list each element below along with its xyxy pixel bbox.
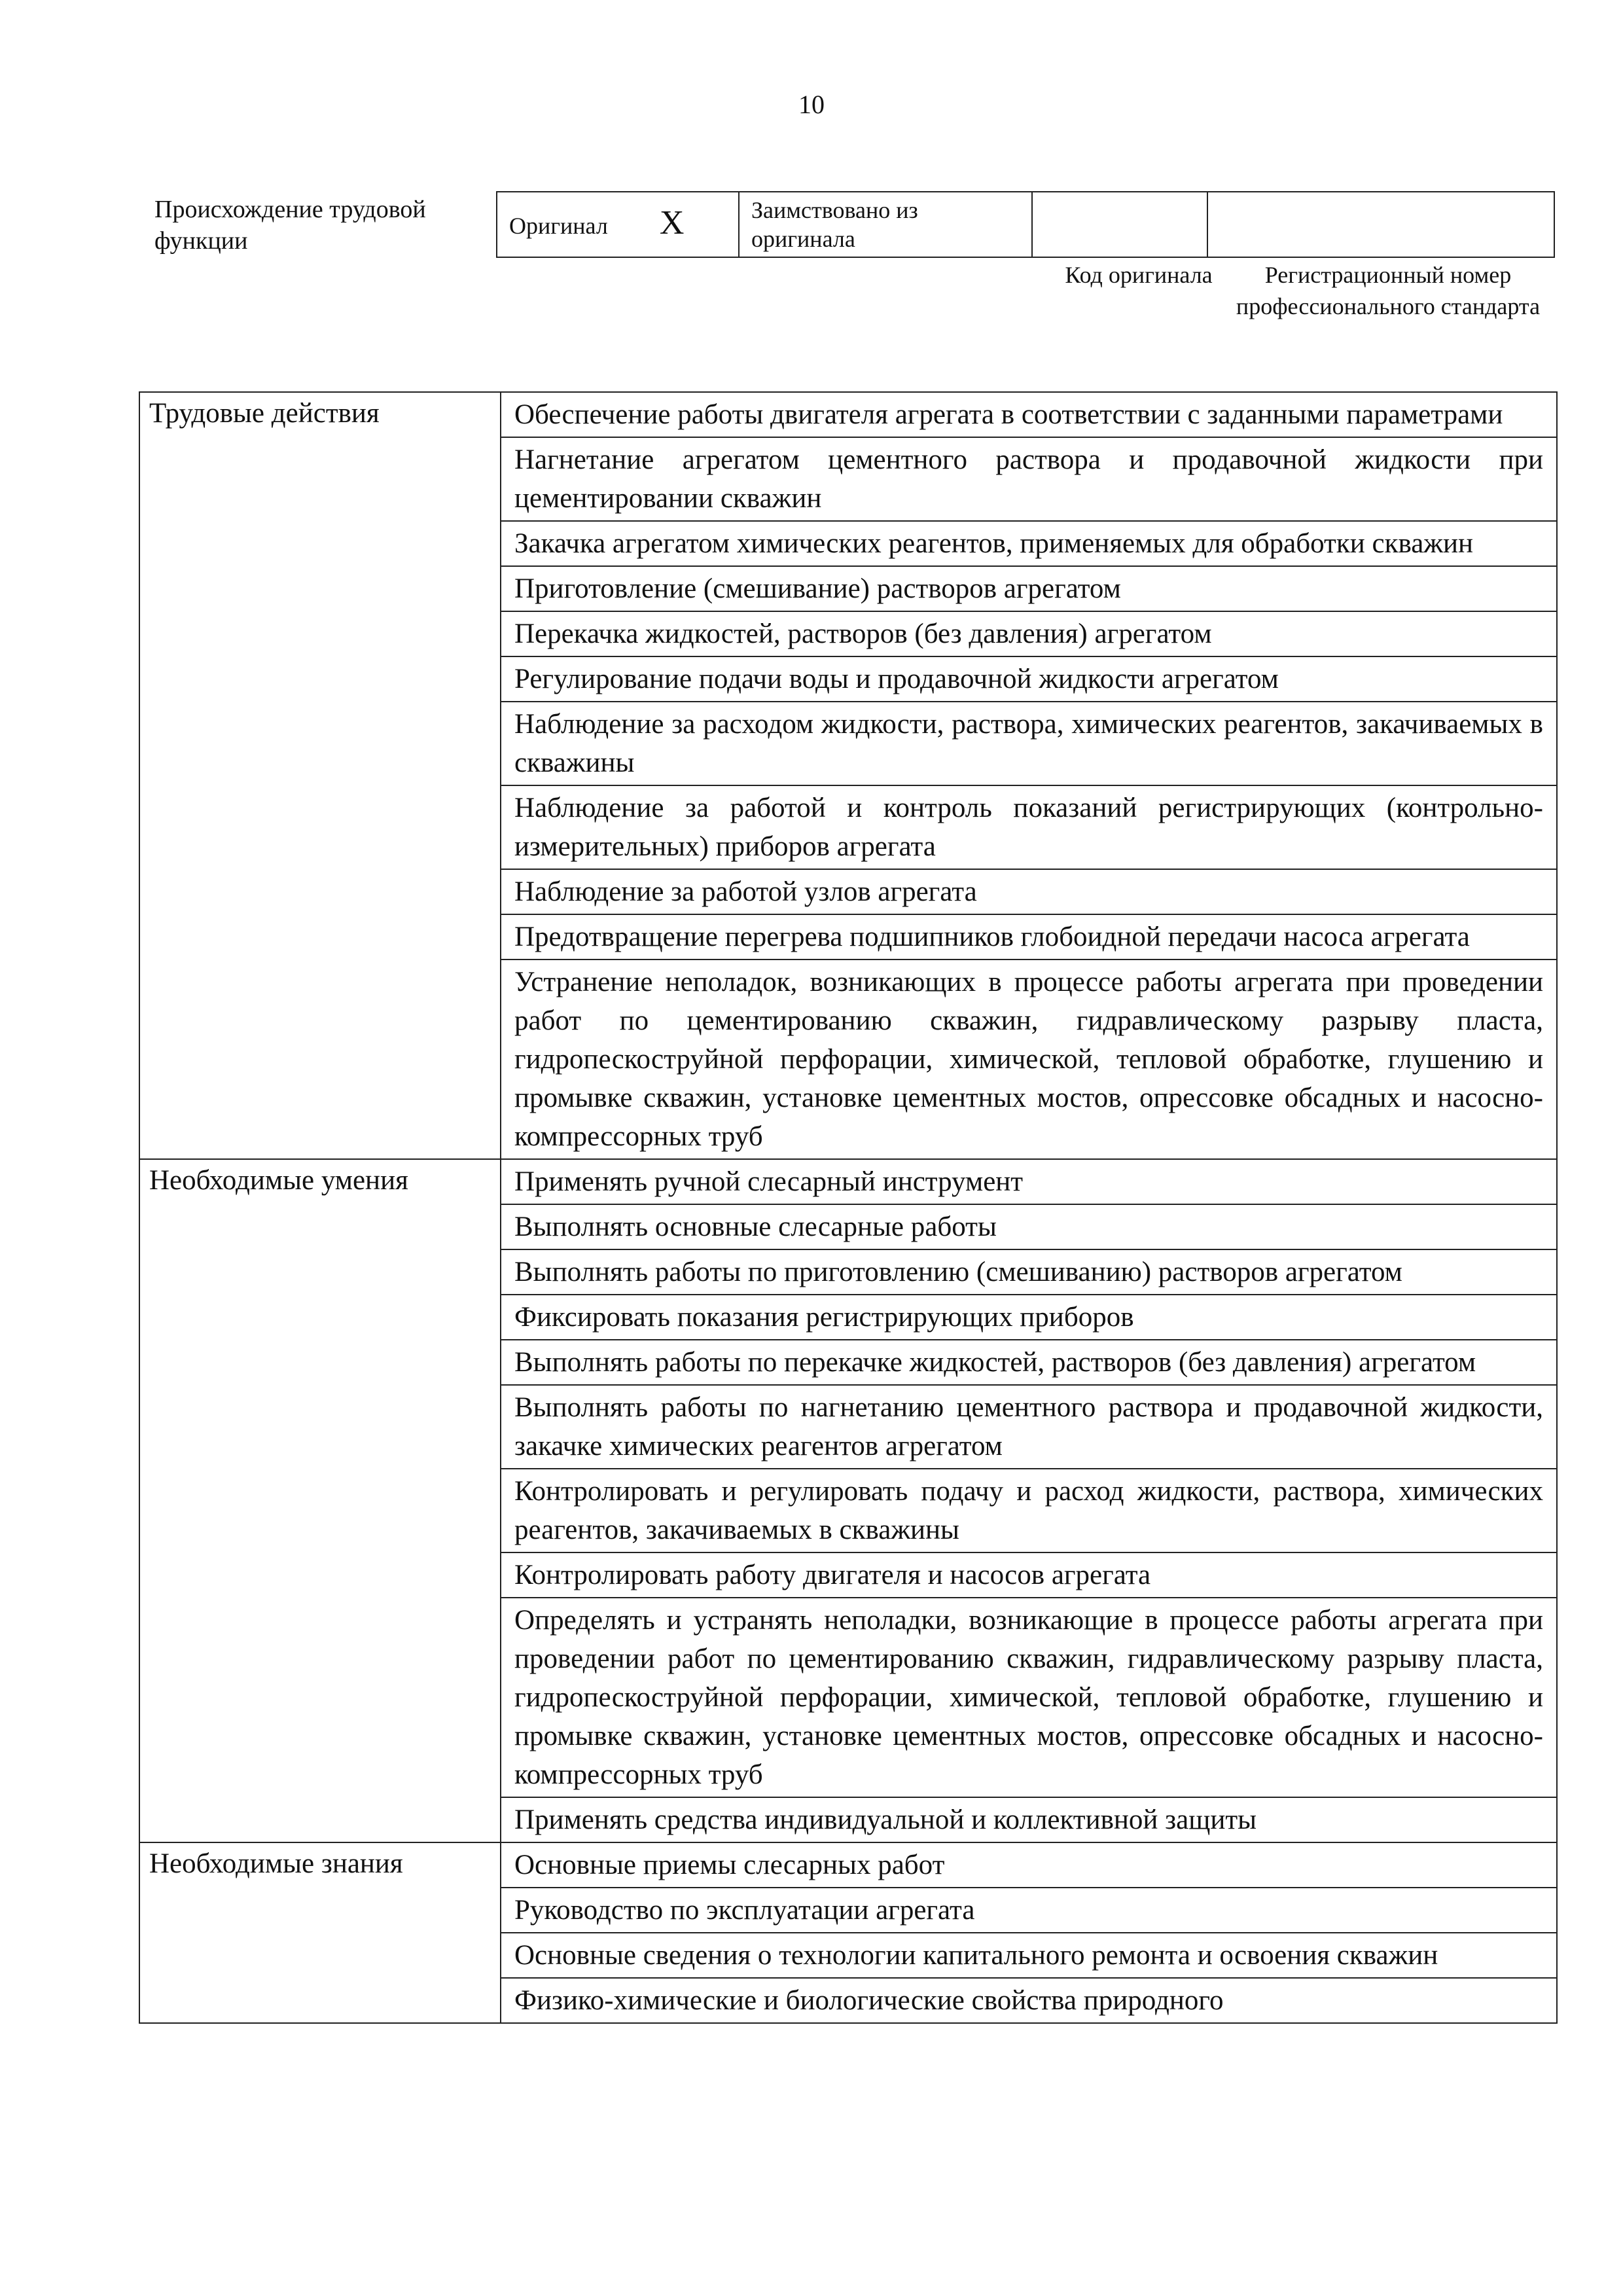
section-heading: Необходимые знания (139, 1842, 501, 2023)
list-item: Нагнетание агрегатом цементного раствора и продавочной жидкости при цементировании скважин (501, 437, 1557, 521)
section-heading: Необходимые умения (139, 1159, 501, 1842)
list-item: Приготовление (смешивание) растворов агрегатом (501, 566, 1557, 611)
page-number: 10 (798, 90, 825, 119)
list-item: Основные сведения о технологии капитального ремонта и освоения скважин (501, 1933, 1557, 1978)
list-item: Фиксировать показания регистрирующих приборов (501, 1295, 1557, 1340)
regnum-cell (1207, 192, 1554, 257)
list-item: Применять ручной слесарный инструмент (501, 1159, 1557, 1204)
list-item: Выполнять работы по приготовлению (смешиванию) растворов агрегатом (501, 1249, 1557, 1295)
list-item: Руководство по эксплуатации агрегата (501, 1888, 1557, 1933)
list-item: Контролировать работу двигателя и насосов агрегата (501, 1552, 1557, 1598)
list-item: Выполнять основные слесарные работы (501, 1204, 1557, 1249)
list-item: Контролировать и регулировать подачу и расход жидкости, раствора, химических реагентов, закачиваемых в скважины (501, 1469, 1557, 1552)
list-item: Основные приемы слесарных работ (501, 1842, 1557, 1888)
table-row (139, 1159, 1557, 1204)
table-row (139, 1842, 1557, 1888)
origin-label: Происхождение трудовой функции (154, 196, 426, 255)
code-cell (1032, 192, 1207, 257)
list-item: Физико-химические и биологические свойства природного (501, 1978, 1557, 2023)
list-item: Регулирование подачи воды и продавочной жидкости агрегатом (501, 656, 1557, 702)
list-item: Выполнять работы по перекачке жидкостей, растворов (без давления) агрегатом (501, 1340, 1557, 1385)
list-item: Закачка агрегатом химических реагентов, применяемых для обработки скважин (501, 521, 1557, 566)
section-heading: Трудовые действия (139, 392, 501, 1159)
list-item: Перекачка жидкостей, растворов (без давления) агрегатом (501, 611, 1557, 656)
function-table (139, 391, 1558, 2024)
original-mark: X (659, 204, 685, 242)
list-item: Наблюдение за расходом жидкости, раствора, химических реагентов, закачиваемых в скважины (501, 702, 1557, 785)
borrowed-cell: Заимствовано из оригинала (739, 192, 1032, 257)
code-caption: Код оригинала (1065, 262, 1213, 288)
list-item: Определять и устранять неполадки, возникающие в процессе работы агрегата при проведении работ по цементированию скважин, гидравлическому разрыву пласта, гидропескоструйной перфорации, химической, тепловой обработке, глушению и промывке скважин, установке цементных мостов, опрессовке обсадных и насосно-компрессорных труб (501, 1598, 1557, 1797)
list-item: Выполнять работы по нагнетанию цементного раствора и продавочной жидкости, закачке химических реагентов агрегатом (501, 1385, 1557, 1469)
regnum-caption: Регистрационный номер профессионального стандарта (1236, 262, 1541, 319)
list-item: Устранение неполадок, возникающих в процессе работы агрегата при проведении работ по цементированию скважин, гидравлическому разрыву пласта, гидропескоструйной перфорации, химической, тепловой обработке, глушению и промывке скважин, установке цементных мостов, опрессовке обсадных и насосно-компрессорных труб (501, 960, 1557, 1159)
table-row (139, 392, 1557, 437)
original-cell (497, 192, 739, 257)
list-item: Предотвращение перегрева подшипников глобоидной передачи насоса агрегата (501, 914, 1557, 960)
list-item: Применять средства индивидуальной и коллективной защиты (501, 1797, 1557, 1842)
original-label: Оригинал (509, 213, 608, 239)
list-item: Наблюдение за работой и контроль показаний регистрирующих (контрольно-измерительных) приборов агрегата (501, 785, 1557, 869)
list-item: Наблюдение за работой узлов агрегата (501, 869, 1557, 914)
origin-table (496, 191, 1555, 258)
list-item: Обеспечение работы двигателя агрегата в соответствии с заданными параметрами (501, 392, 1557, 437)
